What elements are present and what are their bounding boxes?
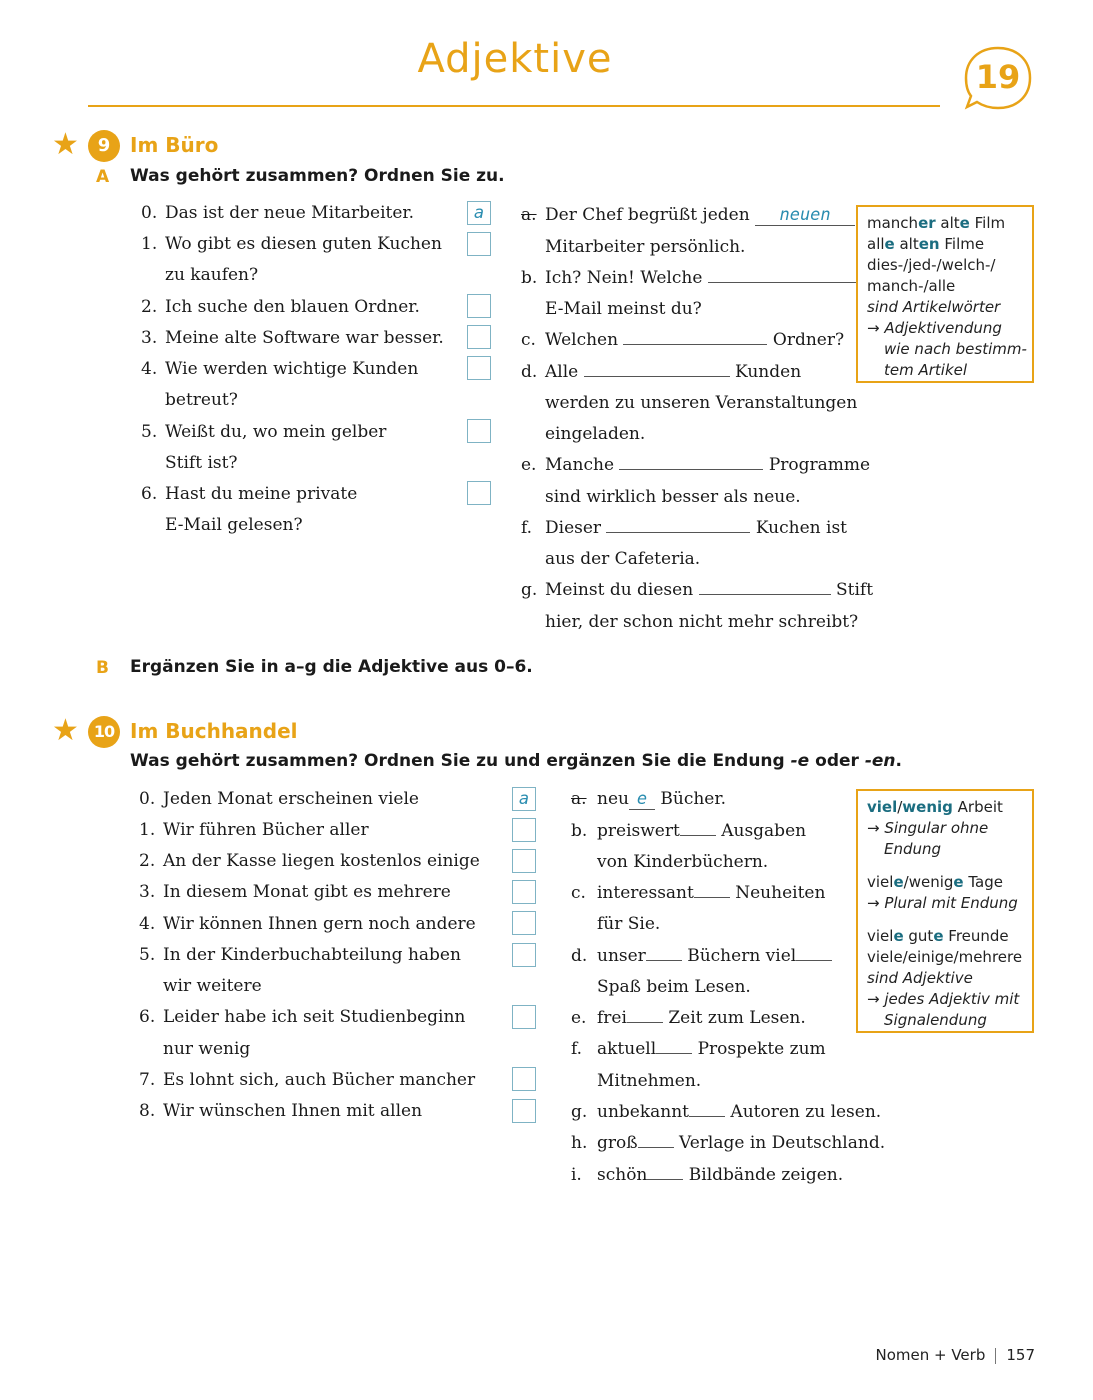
- list-item-continued: betreut?: [165, 390, 238, 410]
- blank-line[interactable]: [708, 267, 856, 283]
- grammar-line: wie nach bestimm-: [884, 340, 1027, 358]
- match-item-continued: eingeladen.: [545, 424, 646, 444]
- grammar-line: sind Adjektive: [867, 969, 973, 987]
- match-item-continued: aus der Cafeteria.: [545, 549, 701, 569]
- page-title: Adjektive: [417, 36, 613, 82]
- list-item: 1. Wir führen Bücher aller: [139, 820, 369, 840]
- match-item-continued: von Kinderbüchern.: [597, 852, 769, 872]
- blank-line[interactable]: [694, 882, 730, 898]
- list-item: 6. Leider habe ich seit Studienbeginn: [139, 1007, 466, 1027]
- grammar-line: sind Artikelwörter: [867, 298, 1001, 316]
- answer-box[interactable]: [512, 1099, 536, 1123]
- match-item: f. Dieser Kuchen ist: [521, 518, 848, 538]
- match-item: h. groß Verlage in Deutschland.: [571, 1133, 886, 1153]
- instruction: Was gehört zusammen? Ordnen Sie zu und ergänzen Sie die Endung -e oder -en.: [130, 751, 902, 771]
- match-item: d. Alle Kunden: [521, 362, 802, 382]
- match-item: b. preiswert Ausgaben: [571, 821, 807, 841]
- match-item: a. Der Chef begrüßt jeden neuen: [521, 204, 855, 226]
- grammar-line: → Adjektivendung: [867, 319, 1002, 337]
- match-item-continued: für Sie.: [597, 914, 661, 934]
- match-item-continued: hier, der schon nicht mehr schreibt?: [545, 612, 859, 632]
- match-item: e. frei Zeit zum Lesen.: [571, 1008, 806, 1028]
- match-item: c. interessant Neuheiten: [571, 883, 826, 903]
- list-item: 4. Wie werden wichtige Kunden: [141, 359, 419, 379]
- chapter-number: 19: [975, 58, 1021, 96]
- footer-section: Nomen + Verb: [875, 1346, 986, 1364]
- list-item: 1. Wo gibt es diesen guten Kuchen: [141, 234, 442, 254]
- star-icon: ★: [52, 713, 79, 748]
- match-item-continued: Mitarbeiter persönlich.: [545, 237, 746, 257]
- answer-box[interactable]: [467, 232, 491, 256]
- blank-line[interactable]: [796, 945, 832, 961]
- answer-box[interactable]: [512, 1067, 536, 1091]
- blank-line[interactable]: [646, 945, 682, 961]
- blank-line[interactable]: [656, 1038, 692, 1054]
- match-item: f. aktuell Prospekte zum: [571, 1039, 826, 1059]
- blank-line[interactable]: [606, 517, 750, 533]
- blank-line[interactable]: [680, 820, 716, 836]
- list-item-continued: E-Mail gelesen?: [165, 515, 303, 535]
- answer-box[interactable]: a: [512, 787, 536, 811]
- match-item-continued: Mitnehmen.: [597, 1071, 702, 1091]
- part-letter: A: [96, 167, 110, 187]
- filled-answer[interactable]: neuen: [755, 206, 855, 226]
- list-item-continued: wir weitere: [163, 976, 262, 996]
- part-letter: B: [96, 658, 109, 678]
- grammar-line: Signalendung: [884, 1011, 987, 1029]
- list-item: 8. Wir wünschen Ihnen mit allen: [139, 1101, 423, 1121]
- list-item: 5. In der Kinderbuchabteilung haben: [139, 945, 461, 965]
- star-icon: ★: [52, 127, 79, 162]
- match-item: d. unser Büchern viel: [571, 945, 832, 967]
- match-item: i. schön Bildbände zeigen.: [571, 1165, 844, 1185]
- grammar-line: dies-/jed-/welch-/: [867, 256, 996, 274]
- list-item-continued: Stift ist?: [165, 453, 238, 473]
- exercise-title: Im Buchhandel: [130, 719, 298, 743]
- grammar-line: viele/einige/mehrere: [867, 948, 1023, 966]
- list-item: 0. Das ist der neue Mitarbeiter.: [141, 203, 415, 223]
- grammar-info-box: [856, 789, 1034, 1033]
- exercise-title: Im Büro: [130, 133, 219, 157]
- grammar-line: manch-/alle: [867, 277, 956, 295]
- blank-line[interactable]: [619, 454, 763, 470]
- grammar-line: alle alten Filme: [867, 235, 985, 253]
- answer-box[interactable]: [512, 849, 536, 873]
- grammar-line: viele/wenige Tage: [867, 873, 1003, 891]
- list-item: 5. Weißt du, wo mein gelber: [141, 422, 387, 442]
- match-item-continued: E-Mail meinst du?: [545, 299, 702, 319]
- match-item: c. Welchen Ordner?: [521, 330, 845, 350]
- grammar-line: → jedes Adjektiv mit: [867, 990, 1020, 1008]
- answer-box[interactable]: [512, 818, 536, 842]
- list-item: 4. Wir können Ihnen gern noch andere: [139, 914, 476, 934]
- match-item-continued: sind wirklich besser als neue.: [545, 487, 801, 507]
- grammar-line: tem Artikel: [884, 361, 968, 379]
- exercise-number: 9: [88, 130, 120, 162]
- list-item: 2. Ich suche den blauen Ordner.: [141, 297, 420, 317]
- grammar-line: mancher alte Film: [867, 214, 1006, 232]
- answer-box[interactable]: [512, 880, 536, 904]
- answer-box[interactable]: [467, 325, 491, 349]
- blank-line[interactable]: [647, 1164, 683, 1180]
- list-item: 3. Meine alte Software war besser.: [141, 328, 444, 348]
- page-number: 157: [1006, 1346, 1035, 1364]
- list-item: 0. Jeden Monat erscheinen viele: [139, 789, 419, 809]
- answer-box[interactable]: [512, 943, 536, 967]
- grammar-line: viele gute Freunde: [867, 927, 1009, 945]
- page-footer: [875, 1346, 1035, 1364]
- footer-divider: [995, 1348, 996, 1364]
- grammar-line: → Singular ohne: [867, 819, 989, 837]
- grammar-line: viel/wenig Arbeit: [867, 798, 1003, 816]
- exercise-number: 10: [88, 716, 120, 748]
- answer-box[interactable]: [512, 911, 536, 935]
- instruction: Ergänzen Sie in a–g die Adjektive aus 0–6.: [130, 657, 533, 677]
- blank-line[interactable]: [638, 1132, 674, 1148]
- grammar-line: → Plural mit Endung: [867, 894, 1018, 912]
- match-item: e. Manche Programme: [521, 455, 871, 475]
- list-item: 2. An der Kasse liegen kostenlos einige: [139, 851, 480, 871]
- blank-line[interactable]: [627, 1007, 663, 1023]
- answer-box[interactable]: [467, 419, 491, 443]
- instruction: Was gehört zusammen? Ordnen Sie zu.: [130, 166, 505, 186]
- answer-box[interactable]: [467, 356, 491, 380]
- match-item: b. Ich? Nein! Welche: [521, 267, 856, 289]
- match-item-continued: werden zu unseren Veranstaltungen: [545, 393, 858, 413]
- blank-line[interactable]: [689, 1101, 725, 1117]
- grammar-line: Endung: [884, 840, 942, 858]
- title-rule: [88, 105, 940, 107]
- answer-box[interactable]: [467, 294, 491, 318]
- match-item: g. unbekannt Autoren zu lesen.: [571, 1102, 882, 1122]
- match-item: a. neu e Bücher.: [571, 789, 727, 809]
- grammar-info-box: [856, 205, 1034, 383]
- list-item: 3. In diesem Monat gibt es mehrere: [139, 882, 451, 902]
- list-item-continued: zu kaufen?: [165, 265, 259, 285]
- match-item-continued: Spaß beim Lesen.: [597, 977, 751, 997]
- blank-line[interactable]: [623, 329, 767, 345]
- filled-answer[interactable]: e: [629, 790, 655, 810]
- match-item: g. Meinst du diesen Stift: [521, 580, 874, 600]
- answer-box[interactable]: a: [467, 201, 491, 225]
- list-item-continued: nur wenig: [163, 1039, 251, 1059]
- list-item: 6. Hast du meine private: [141, 484, 358, 504]
- list-item: 7. Es lohnt sich, auch Bücher mancher: [139, 1070, 476, 1090]
- answer-box[interactable]: [512, 1005, 536, 1029]
- blank-line[interactable]: [699, 579, 831, 595]
- blank-line[interactable]: [584, 361, 730, 377]
- answer-box[interactable]: [467, 481, 491, 505]
